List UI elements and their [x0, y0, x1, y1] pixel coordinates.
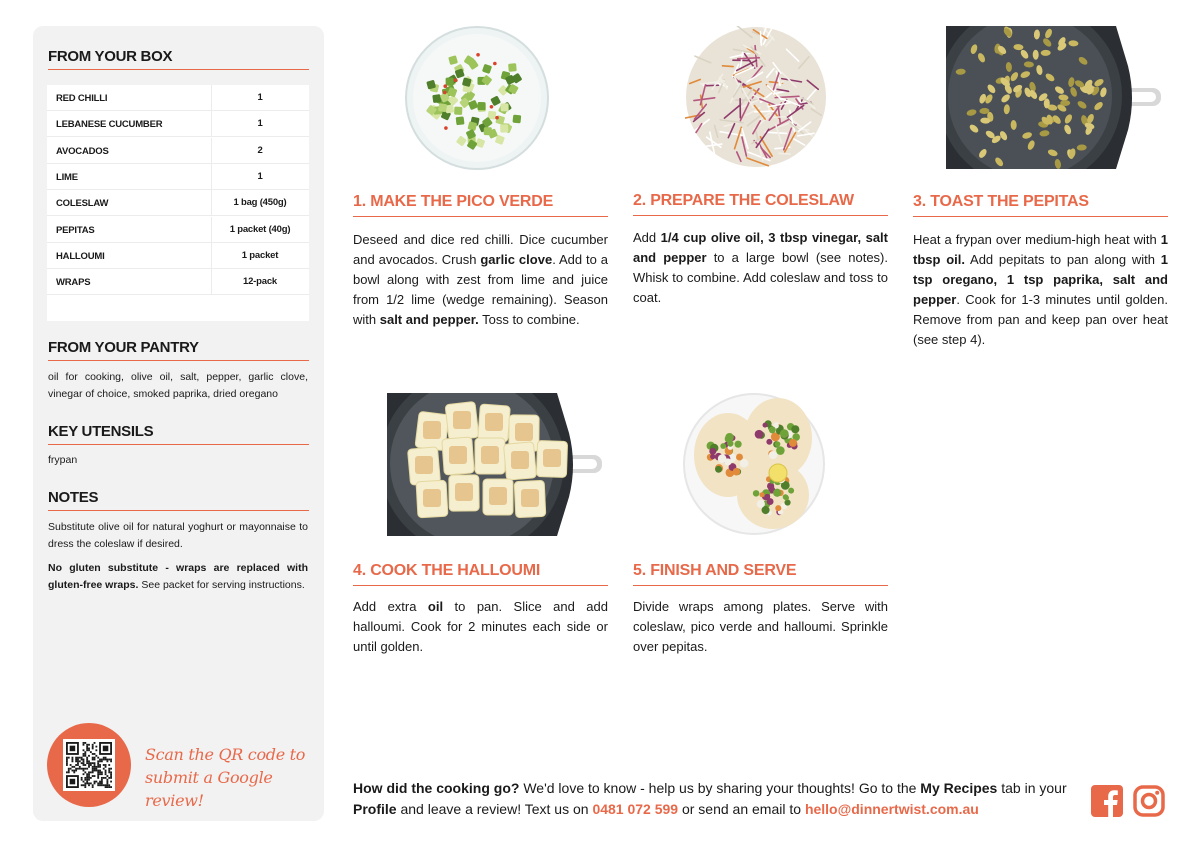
note-2	[48, 560, 308, 594]
step-4	[353, 393, 608, 663]
ingredient-row	[47, 138, 309, 164]
step-5	[633, 393, 888, 663]
step-text: to pan. Slice and add halloumi. Cook for 2 minutes each side or until golden.	[353, 599, 608, 654]
step-text-bold: oil	[427, 599, 444, 614]
step-text: . Cook for 1-3 minutes until golden. Remove from pan and keep pan over heat (see step 4).	[913, 292, 1168, 347]
step-text-bold: 1 tsp oregano, 1 tsp paprika, salt and pepper	[913, 252, 1168, 307]
from-your-box-heading: FROM YOUR BOX	[48, 48, 309, 70]
qr-caption	[145, 743, 320, 812]
ingredient-name: RED CHILLI	[56, 93, 108, 104]
phone-link[interactable]: 0481 072 599	[592, 801, 679, 817]
qr-code-icon[interactable]	[63, 739, 115, 791]
step-text: Add pepitats to pan along with	[964, 252, 1161, 267]
frypan-with-pepitas-icon	[946, 26, 1161, 169]
instagram-icon[interactable]	[1133, 785, 1165, 817]
step-4-title: 4. COOK THE HALLOUMI	[353, 562, 608, 586]
step-text: Add extra	[353, 599, 428, 614]
ingredient-row	[47, 164, 309, 190]
ingredient-quantity: 1	[257, 170, 263, 182]
pantry-text: oil for cooking, olive oil, salt, pepper, garlic clove, vinegar of choice, smoked paprika, dried oregano	[48, 371, 308, 400]
step-2-body	[633, 228, 888, 308]
step-1-body	[353, 230, 608, 330]
review-prompt	[353, 778, 1073, 820]
ingredient-name: HALLOUMI	[56, 250, 105, 262]
utensils-text: frypan	[48, 454, 78, 466]
sidebar-panel	[33, 26, 324, 821]
ingredient-name: COLESLAW	[56, 198, 109, 210]
review-question: How did the cooking go?	[353, 780, 520, 796]
step-text-bold: 1/4 cup olive oil, 3 tbsp vinegar, salt and pepper	[633, 230, 888, 265]
note-1: Substitute olive oil for natural yoghurt or mayonnaise to dress the coleslaw if desired.	[48, 521, 308, 550]
email-link[interactable]: hello@dinnertwist.com.au	[804, 801, 979, 817]
step-text: to a large bowl (see notes). Whisk to combine. Add coleslaw and toss to coat.	[633, 250, 888, 305]
ingredient-row	[47, 111, 309, 137]
step-3-body	[913, 230, 1168, 350]
step-text-bold: garlic clove	[480, 252, 553, 267]
review-text-4: or send an email to	[678, 801, 805, 817]
step-text-bold: salt and pepper.	[379, 312, 479, 327]
qr-caption-line-1: Scan the QR code to	[145, 745, 306, 764]
review-text-1: We'd love to know - help us by sharing your thoughts! Go to the	[519, 780, 921, 796]
notes-heading: NOTES	[48, 489, 309, 511]
pantry-heading: FROM YOUR PANTRY	[48, 339, 309, 361]
ingredient-name: AVOCADOS	[56, 145, 109, 157]
step-4-body	[353, 597, 608, 657]
ingredient-quantity: 1 packet (40g)	[229, 223, 291, 235]
step-text-bold: 1 tbsp oil.	[913, 232, 1168, 267]
ingredients-table	[47, 85, 309, 321]
note-2-rest: See packet for serving instructions.	[138, 579, 305, 591]
step-5-title: 5. FINISH AND SERVE	[633, 562, 888, 586]
step-text: . Add to a bowl along with zest from lime and juice from 1/2 lime (wedge remaining). Season with	[353, 252, 608, 327]
bowl-of-coleslaw-icon	[685, 26, 827, 168]
facebook-icon[interactable]	[1091, 785, 1123, 817]
frypan-with-halloumi-icon	[387, 393, 602, 536]
ingredient-row	[47, 85, 309, 111]
note-2-bold: No gluten substitute - wraps are replaced with gluten-free wraps.	[48, 562, 308, 591]
step-text: Deseed and dice red chilli. Dice cucumber and avocados. Crush	[353, 232, 608, 267]
qr-badge[interactable]	[47, 723, 131, 807]
ingredient-quantity: 1	[257, 118, 263, 130]
step-2-title: 2. PREPARE THE COLESLAW	[633, 192, 888, 216]
ingredient-name: LEBANESE CUCUMBER	[56, 119, 163, 131]
ingredient-quantity: 1 packet	[241, 249, 279, 261]
review-text-3: and leave a review! Text us on	[396, 801, 593, 817]
step-3-title: 3. TOAST THE PEPITAS	[913, 193, 1168, 217]
ingredient-quantity: 2	[257, 144, 263, 156]
utensils-heading: KEY UTENSILS	[48, 423, 309, 445]
ingredient-name: LIME	[56, 171, 78, 183]
ingredient-quantity: 12-pack	[243, 276, 277, 288]
step-text: Divide wraps among plates. Serve with coleslaw, pico verde and halloumi. Sprinkle over pepitas.	[633, 599, 888, 654]
ingredient-name: WRAPS	[56, 277, 91, 289]
profile-link[interactable]: Profile	[353, 801, 397, 817]
step-3	[913, 26, 1168, 356]
my-recipes-link[interactable]: My Recipes	[920, 780, 998, 796]
ingredient-quantity: 1 bag (450g)	[233, 197, 287, 209]
ingredient-row	[47, 269, 309, 295]
review-text-2: tab in your	[997, 780, 1067, 796]
step-text: Add	[633, 230, 661, 245]
step-text: Heat a frypan over medium-high heat with	[913, 232, 1161, 247]
ingredient-name: PEPITAS	[56, 224, 95, 236]
qr-caption-line-2: submit a Google review!	[145, 768, 273, 810]
step-1	[353, 26, 608, 336]
ingredient-row	[47, 243, 309, 269]
plate-of-wraps-icon	[683, 393, 825, 535]
step-5-body	[633, 597, 888, 657]
step-2	[633, 26, 888, 336]
ingredient-row	[47, 217, 309, 243]
step-text: Toss to combine.	[478, 312, 580, 327]
bowl-of-diced-cucumber-avocado-icon	[405, 26, 550, 171]
step-1-title: 1. MAKE THE PICO VERDE	[353, 193, 608, 217]
ingredient-row	[47, 190, 309, 216]
ingredient-quantity: 1	[257, 92, 263, 103]
